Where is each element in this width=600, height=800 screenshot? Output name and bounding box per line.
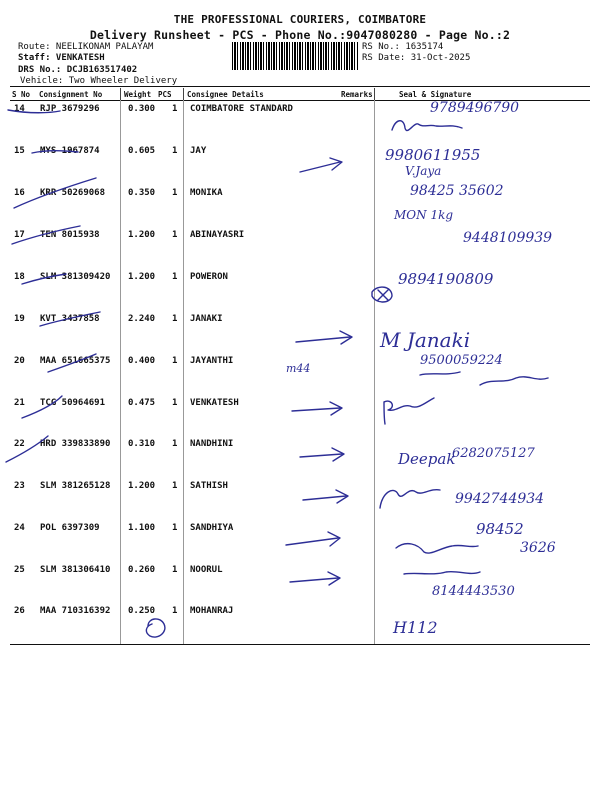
table-bottom-rule (10, 644, 590, 645)
arrow-icon (303, 496, 346, 500)
row-sno: 19 (14, 314, 25, 324)
handwritten-note: MON 1kg (394, 208, 454, 222)
row-consignment: TCG 50964691 (40, 398, 106, 408)
arrow-icon (330, 402, 342, 415)
row-sno: 15 (14, 146, 25, 156)
row-sno: 21 (14, 398, 25, 408)
signature (404, 572, 480, 574)
circle-mark (146, 619, 165, 637)
handwritten-phone: 9942744934 (455, 491, 545, 507)
row-sno: 22 (14, 439, 25, 449)
handwritten-note: H112 (393, 618, 438, 637)
row-sno: 14 (14, 104, 25, 114)
row-consignee: POWERON (190, 272, 228, 282)
arrow-icon (290, 578, 338, 582)
row-consignment: TEN 8015938 (40, 230, 100, 240)
row-pcs: 1 (172, 146, 178, 156)
row-sno: 23 (14, 481, 25, 491)
arrow-icon (328, 532, 340, 546)
col-weight: Weight (124, 90, 152, 99)
row-weight: 0.250 (128, 606, 156, 616)
arrow-icon (330, 158, 342, 170)
row-weight: 2.240 (128, 314, 156, 324)
row-sno: 24 (14, 523, 25, 533)
row-consignment: RJP 3679296 (40, 104, 100, 114)
row-sno: 25 (14, 565, 25, 575)
row-weight: 0.605 (128, 146, 156, 156)
row-consignee: SATHISH (190, 481, 228, 491)
row-pcs: 1 (172, 439, 178, 449)
col-pcs: PCS (158, 90, 172, 99)
col-remarks: Remarks (341, 90, 373, 99)
company-title: THE PROFESSIONAL COURIERS, COIMBATORE (173, 13, 427, 26)
row-sno: 26 (14, 606, 25, 616)
signature (384, 398, 434, 424)
row-consignee: COIMBATORE STANDARD (190, 104, 293, 114)
col-seal: Seal & Signature (399, 90, 472, 99)
signature (420, 372, 548, 385)
row-weight: 1.100 (128, 523, 156, 533)
row-consignment: KVT 3437858 (40, 314, 100, 324)
row-consignee: MOHANRAJ (190, 606, 234, 616)
header-separator (120, 88, 121, 100)
handwritten-phone: 9894190809 (398, 270, 494, 288)
handwritten-name: V.Jaya (405, 164, 442, 178)
row-consignee: SANDHIYA (190, 523, 234, 533)
signature (380, 490, 440, 508)
row-consignee: ABINAYASRI (190, 230, 245, 240)
handwritten-name: M Janaki (380, 328, 471, 352)
row-consignee: JAYANTHI (190, 356, 234, 366)
row-consignment: MAA 651665375 (40, 356, 111, 366)
row-consignment: SLM 381265128 (40, 481, 111, 491)
handwritten-phone: 9500059224 (420, 353, 503, 368)
arrow-icon (340, 331, 352, 344)
row-consignee: NANDHINI (190, 439, 234, 449)
arrow-icon (332, 448, 344, 461)
header-top-rule (10, 86, 590, 87)
row-consignment: HRD 339833890 (40, 439, 111, 449)
arrow-icon (336, 490, 348, 503)
row-pcs: 1 (172, 272, 178, 282)
handwritten-phone: 9448109939 (463, 230, 553, 246)
staff-label: Staff: VENKATESH (18, 53, 105, 63)
row-sno: 17 (14, 230, 25, 240)
handwritten-phone: 98452 (476, 520, 524, 538)
row-weight: 1.200 (128, 272, 156, 282)
row-consignment: SLM 381309420 (40, 272, 111, 282)
row-consignee: JAY (190, 146, 207, 156)
row-weight: 0.475 (128, 398, 156, 408)
row-sno: 20 (14, 356, 25, 366)
route-label: Route: NEELIKONAM PALAYAM (18, 42, 154, 52)
rs-number: RS No.: 1635174 (362, 42, 444, 52)
handwritten-phone: 3626 (520, 540, 556, 556)
row-sno: 18 (14, 272, 25, 282)
row-pcs: 1 (172, 188, 178, 198)
handwritten-phone: 9980611955 (385, 146, 481, 164)
arrow-icon (328, 572, 340, 585)
handwritten-phone: 8144443530 (432, 584, 515, 599)
row-consignee: VENKATESH (190, 398, 239, 408)
row-pcs: 1 (172, 606, 178, 616)
row-pcs: 1 (172, 565, 178, 575)
row-weight: 0.300 (128, 104, 156, 114)
rs-date: RS Date: 31-Oct-2025 (362, 53, 471, 63)
row-pcs: 1 (172, 481, 178, 491)
arrow-icon (286, 538, 338, 545)
row-weight: 0.350 (128, 188, 156, 198)
row-consignee: JANAKI (190, 314, 223, 324)
row-pcs: 1 (172, 230, 178, 240)
row-weight: 1.200 (128, 481, 156, 491)
handwritten-phone: 9789496790 (430, 100, 520, 116)
col-sno: S No (12, 90, 31, 99)
row-consignment: SLM 381306410 (40, 565, 111, 575)
header-separator (183, 88, 184, 100)
row-consignee: MONIKA (190, 188, 223, 198)
row-pcs: 1 (172, 314, 178, 324)
row-weight: 0.310 (128, 439, 156, 449)
handwritten-phone: 98425 35602 (410, 183, 504, 199)
row-pcs: 1 (172, 356, 178, 366)
row-consignment: MAA 710316392 (40, 606, 111, 616)
row-sno: 16 (14, 188, 25, 198)
barcode (232, 42, 358, 70)
column-divider (183, 100, 184, 644)
handwritten-phone: 6282075127 (452, 446, 535, 461)
arrow-icon (296, 337, 350, 342)
col-consignment: Consignment No (39, 90, 103, 99)
drs-number: DRS No.: DCJB163517402 (18, 65, 138, 75)
row-consignment: MYS 1967874 (40, 146, 100, 156)
row-consignment: POL 6397309 (40, 523, 100, 533)
row-weight: 0.260 (128, 565, 156, 575)
row-pcs: 1 (172, 398, 178, 408)
header-separator (374, 88, 375, 100)
row-consignee: NOORUL (190, 565, 223, 575)
row-weight: 1.200 (128, 230, 156, 240)
signature (396, 544, 478, 553)
signature (392, 121, 462, 131)
column-divider (120, 100, 121, 644)
signature (372, 287, 392, 302)
row-weight: 0.400 (128, 356, 156, 366)
row-pcs: 1 (172, 523, 178, 533)
arrow-icon (300, 162, 340, 172)
column-divider (374, 100, 375, 644)
row-pcs: 1 (172, 104, 178, 114)
vehicle-label: Vehicle: Two Wheeler Delivery (20, 76, 178, 86)
col-consignee: Consignee Details (187, 90, 264, 99)
handwritten-remark: m44 (286, 362, 311, 375)
runsheet-subtitle: Delivery Runsheet - PCS - Phone No.:9047080280 - Page No.:2 (89, 28, 511, 42)
row-consignment: KRR 50269068 (40, 188, 106, 198)
arrow-icon (292, 408, 340, 411)
handwritten-name: Deepak (398, 450, 456, 468)
arrow-icon (300, 454, 342, 457)
